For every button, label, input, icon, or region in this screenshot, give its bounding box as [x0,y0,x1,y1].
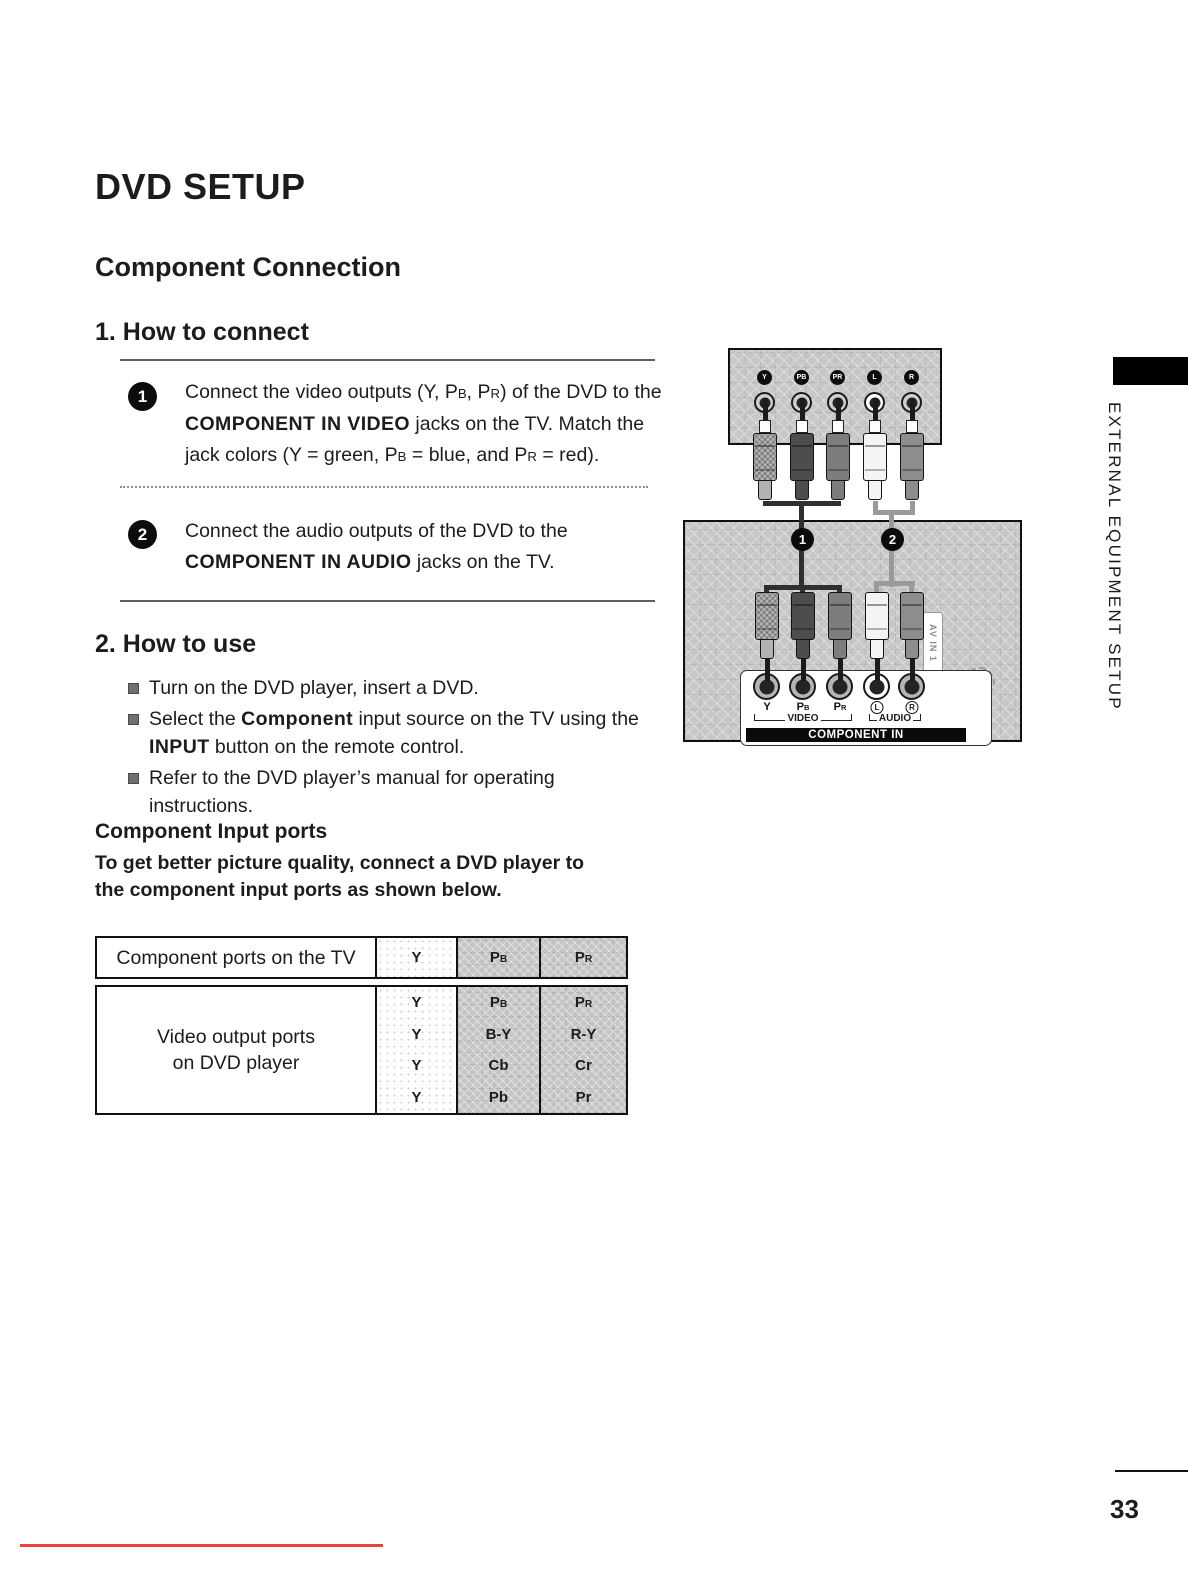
dvd-jack-label-l: L [867,370,882,385]
page-number: 33 [1110,1494,1139,1524]
diagram-step-1-marker: 1 [791,528,814,551]
component-input-ports-heading: Component Input ports [95,820,328,843]
list-item [128,705,648,761]
video-group-label: VIDEO [787,713,819,724]
table-cell: Cr [575,1057,592,1075]
rca-plug-pr [828,592,852,681]
av-in-1-tab [923,612,943,674]
tv-jack-label-pb: PB [796,701,810,713]
component-in-label: COMPONENT IN [746,728,966,742]
table-cell: R-Y [570,1025,597,1043]
step-1-marker: 1 [128,382,157,411]
table-cell: PB [489,994,508,1012]
dvd-jack-label-y: Y [757,370,772,385]
table-cell-y: Y [411,949,422,966]
rca-plug-audio-l [865,592,889,681]
ports-table-dvd [95,985,628,1115]
section-title: Component Connection [95,252,401,282]
bullet-icon [128,683,139,694]
label-line: on DVD player [172,1052,300,1074]
bullet-1-text: Turn on the DVD player, insert a DVD. [149,677,479,699]
component-input-ports-description: To get better picture quality, connect a DVD player to the component input ports as shown below. [95,852,585,901]
table-row-label: Component ports on the TV [116,946,356,969]
rca-plug-y [753,398,777,500]
rca-plug-audio-r [900,592,924,681]
ports-table-tv [95,936,628,979]
step-2-marker: 2 [128,520,157,549]
dvd-jack-label-r: R [904,370,919,385]
dvd-jack-label-pr: PR [830,370,845,385]
table-cell: PR [574,994,593,1012]
rca-plug-pb [791,592,815,681]
table-cell: Cb [488,1057,509,1075]
table-cell-pr: PR [574,949,593,966]
rca-plug-audio-r [900,398,924,500]
diagram-step-2-marker: 2 [881,528,904,551]
tv-jack-label-r: R [906,701,919,714]
table-cell: Y [411,994,422,1012]
list-item [128,674,648,702]
table-row-label [97,987,375,1113]
divider [120,600,655,602]
table-cell-pb: PB [489,949,508,966]
tv-jack-label-l: L [871,701,884,714]
divider [120,359,655,361]
label-line: Video output ports [157,1026,315,1048]
page-title: DVD SETUP [95,166,306,207]
step-2-text: Connect the audio outputs of the DVD to the COMPONENT IN AUDIO jacks on the TV. [185,520,568,573]
tv-jack-label-pr: PR [833,701,847,713]
audio-group-bracket [869,713,921,724]
page-number-rule [1115,1470,1188,1472]
sidebar-vertical-text: EXTERNAL EQUIPMENT SETUP [1105,402,1124,711]
bullet-icon [128,773,139,784]
audio-cable [873,510,915,515]
rca-plug-y [755,592,779,681]
step-1-text: Connect the video outputs (Y, PB, PR) of the DVD to the COMPONENT IN VIDEO jacks on the TV. Match the jack colors (Y = green, PB = blue, and PR = red). [185,381,662,466]
table-cell: Pr [575,1088,592,1106]
bullet-3-text: Refer to the DVD player’s manual for operating instructions. [149,767,555,817]
audio-group-label: AUDIO [878,713,912,724]
sidebar-tab [1113,357,1188,385]
rca-plug-audio-l [863,398,887,500]
av-in-1-label: AV IN 1 [928,624,938,662]
table-cell: Y [411,1057,422,1075]
table-cell: B-Y [485,1025,512,1043]
tv-jack-label-y: Y [763,701,771,713]
bullet-2-text: Select the Component input source on the TV using the INPUT button on the remote control. [149,708,639,758]
connection-diagram [680,340,1025,755]
how-to-connect-heading: 1. How to connect [95,318,309,346]
rca-plug-pr [826,398,850,500]
rca-plug-pb [790,398,814,500]
footer-red-line [20,1544,383,1547]
table-cell: Y [411,1025,422,1043]
table-cell: Y [411,1088,422,1106]
dvd-jack-label-pb: PB [794,370,809,385]
video-group-bracket [754,713,852,724]
dotted-divider [120,486,648,488]
list-item [128,764,648,820]
how-to-use-heading: 2. How to use [95,630,257,658]
bullet-icon [128,714,139,725]
how-to-use-list [128,674,648,823]
table-cell: Pb [488,1088,509,1106]
